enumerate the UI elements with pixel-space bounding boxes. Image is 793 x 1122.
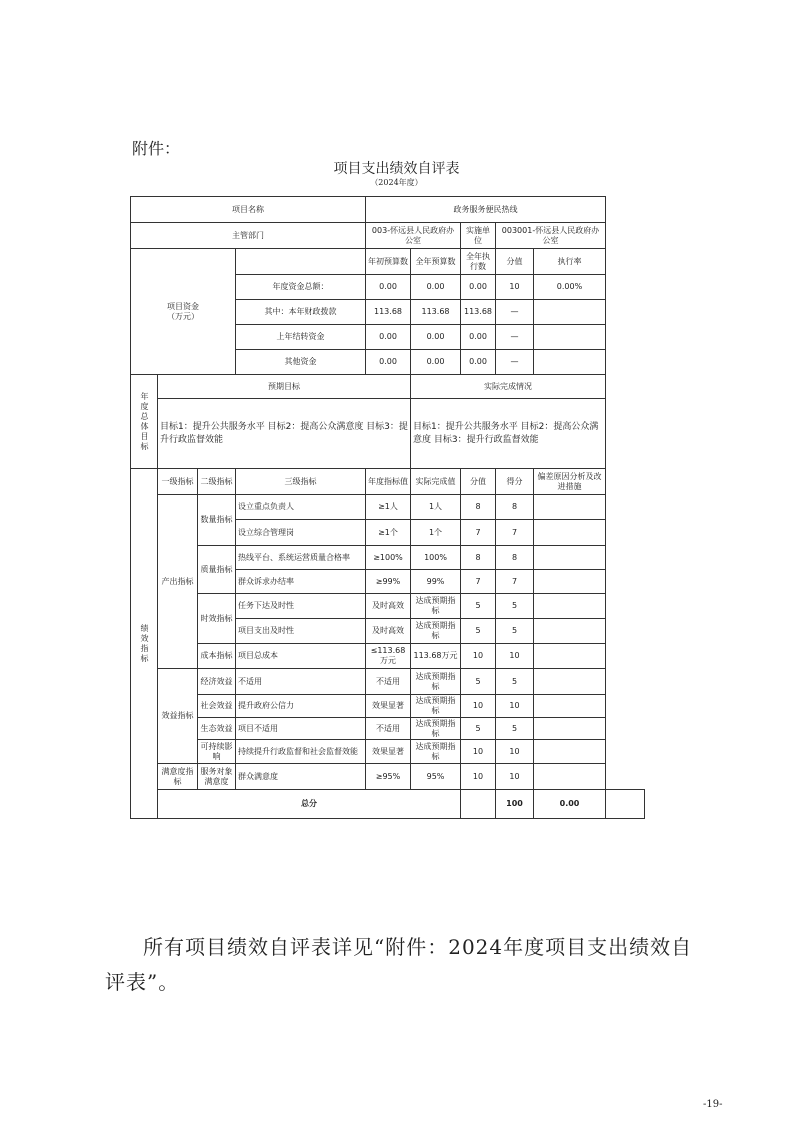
indicator-weight: 10 xyxy=(461,740,496,764)
indicator-actual: 达成预期指标 xyxy=(411,718,461,740)
level2-economic: 经济效益 xyxy=(198,669,236,695)
perf-header: 三级指标 xyxy=(236,469,366,495)
indicator-name: 项目总成本 xyxy=(236,644,366,669)
level2-cost: 成本指标 xyxy=(198,644,236,669)
indicator-note xyxy=(534,594,606,619)
level2-time: 时效指标 xyxy=(198,594,236,644)
funds-v1: 0.00 xyxy=(366,325,411,350)
indicator-target: ≤113.68万元 xyxy=(366,644,411,669)
funds-v2: 113.68 xyxy=(411,300,461,325)
perf-header: 年度指标值 xyxy=(366,469,411,495)
goals-expected-label: 预期目标 xyxy=(158,375,411,399)
indicator-weight: 7 xyxy=(461,520,496,546)
funds-weight: — xyxy=(496,300,534,325)
funds-v2: 0.00 xyxy=(411,325,461,350)
indicator-weight: 10 xyxy=(461,764,496,790)
indicator-name: 提升政府公信力 xyxy=(236,695,366,718)
performance-table xyxy=(130,196,645,819)
project-name: 政务服务便民热线 xyxy=(366,197,606,223)
indicator-weight: 5 xyxy=(461,594,496,619)
indicator-actual: 达成预期指标 xyxy=(411,695,461,718)
indicator-name: 设立重点负责人 xyxy=(236,495,366,520)
indicator-weight: 7 xyxy=(461,570,496,594)
indicator-weight: 5 xyxy=(461,619,496,644)
funds-row-name: 其他资金 xyxy=(236,350,366,375)
indicator-name: 持续提升行政监督和社会监督效能 xyxy=(236,740,366,764)
indicator-target: ≥1个 xyxy=(366,520,411,546)
indicator-actual: 达成预期指标 xyxy=(411,669,461,695)
level1-benefit: 效益指标 xyxy=(158,669,198,764)
total-empty xyxy=(461,790,496,819)
indicator-note xyxy=(534,669,606,695)
table-title: 项目支出绩效自评表 xyxy=(333,161,460,177)
indicator-name: 群众满意度 xyxy=(236,764,366,790)
funds-v2: 0.00 xyxy=(411,350,461,375)
funds-weight: — xyxy=(496,350,534,375)
indicator-note xyxy=(534,520,606,546)
indicator-name: 项目不适用 xyxy=(236,718,366,740)
indicator-name: 不适用 xyxy=(236,669,366,695)
indicator-score: 5 xyxy=(496,619,534,644)
indicator-weight: 10 xyxy=(461,644,496,669)
indicator-note xyxy=(534,718,606,740)
indicator-note xyxy=(534,495,606,520)
funds-col: 全年预算数 xyxy=(411,249,461,275)
funds-v2: 0.00 xyxy=(411,275,461,300)
indicator-note xyxy=(534,764,606,790)
funds-v3: 0.00 xyxy=(461,275,496,300)
table-subtitle: （2024年度） xyxy=(370,178,423,187)
indicator-score: 8 xyxy=(496,495,534,520)
indicator-target: ≥95% xyxy=(366,764,411,790)
indicator-target: 效果显著 xyxy=(366,740,411,764)
funds-weight: — xyxy=(496,325,534,350)
indicator-actual: 113.68万元 xyxy=(411,644,461,669)
indicator-target: 效果显著 xyxy=(366,695,411,718)
indicator-target: 不适用 xyxy=(366,718,411,740)
funds-rate xyxy=(534,325,606,350)
indicator-score: 10 xyxy=(496,740,534,764)
indicator-actual: 95% xyxy=(411,764,461,790)
dept-label: 主管部门 xyxy=(131,223,366,249)
indicator-name: 热线平台、系统运营质量合格率 xyxy=(236,546,366,570)
level2-eco: 生态效益 xyxy=(198,718,236,740)
indicator-score: 7 xyxy=(496,570,534,594)
funds-row-name: 上年结转资金 xyxy=(236,325,366,350)
funds-label: 项目资金 （万元） xyxy=(131,249,236,375)
total-label: 总分 xyxy=(158,790,461,819)
body-paragraph: 所有项目绩效自评表详见“附件：2024年度项目支出绩效自评表”。 xyxy=(105,935,693,994)
perf-side-label: 绩效指标 xyxy=(131,469,158,819)
level2-service: 服务对象满意度 xyxy=(198,764,236,790)
funds-v1: 113.68 xyxy=(366,300,411,325)
indicator-name: 任务下达及时性 xyxy=(236,594,366,619)
perf-header: 得分 xyxy=(496,469,534,495)
level2-quantity: 数量指标 xyxy=(198,495,236,546)
indicator-weight: 8 xyxy=(461,546,496,570)
level1-satisfaction: 满意度指标 xyxy=(158,764,198,790)
indicator-target: ≥100% xyxy=(366,546,411,570)
funds-corner xyxy=(236,249,366,275)
indicator-target: 不适用 xyxy=(366,669,411,695)
funds-col: 分值 xyxy=(496,249,534,275)
indicator-note xyxy=(534,740,606,764)
indicator-score: 8 xyxy=(496,546,534,570)
indicator-score: 7 xyxy=(496,520,534,546)
funds-row-name: 其中：本年财政拨款 xyxy=(236,300,366,325)
indicator-actual: 1个 xyxy=(411,520,461,546)
impl-label: 实施单位 xyxy=(461,223,496,249)
indicator-note xyxy=(534,570,606,594)
perf-header: 偏差原因分析及改进措施 xyxy=(534,469,606,495)
indicator-note xyxy=(534,619,606,644)
funds-v3: 0.00 xyxy=(461,325,496,350)
dept-value: 003-怀远县人民政府办公室 xyxy=(366,223,461,249)
indicator-note xyxy=(534,695,606,718)
funds-rate xyxy=(534,350,606,375)
funds-v3: 0.00 xyxy=(461,350,496,375)
funds-col: 年初预算数 xyxy=(366,249,411,275)
indicator-actual: 达成预期指标 xyxy=(411,740,461,764)
indicator-weight: 5 xyxy=(461,669,496,695)
indicator-note xyxy=(534,546,606,570)
goals-actual-label: 实际完成情况 xyxy=(411,375,606,399)
indicator-weight: 5 xyxy=(461,718,496,740)
indicator-score: 5 xyxy=(496,594,534,619)
indicator-target: 及时高效 xyxy=(366,594,411,619)
total-note xyxy=(606,790,645,819)
page-number: -19- xyxy=(703,1099,723,1110)
indicator-actual: 1人 xyxy=(411,495,461,520)
indicator-actual: 100% xyxy=(411,546,461,570)
funds-rate: 0.00% xyxy=(534,275,606,300)
total-score: 0.00 xyxy=(534,790,606,819)
indicator-score: 10 xyxy=(496,764,534,790)
indicator-score: 10 xyxy=(496,695,534,718)
level2-sustain: 可持续影响 xyxy=(198,740,236,764)
funds-v1: 0.00 xyxy=(366,275,411,300)
funds-row-name: 年度资金总额： xyxy=(236,275,366,300)
level1-output: 产出指标 xyxy=(158,495,198,669)
funds-rate xyxy=(534,300,606,325)
goals-side-label: 年度总体目标 xyxy=(131,375,158,469)
funds-v1: 0.00 xyxy=(366,350,411,375)
indicator-actual: 达成预期指标 xyxy=(411,594,461,619)
total-weight: 100 xyxy=(496,790,534,819)
indicator-score: 10 xyxy=(496,644,534,669)
indicator-name: 项目支出及时性 xyxy=(236,619,366,644)
perf-header: 分值 xyxy=(461,469,496,495)
indicator-target: ≥1人 xyxy=(366,495,411,520)
level2-quality: 质量指标 xyxy=(198,546,236,594)
indicator-target: ≥99% xyxy=(366,570,411,594)
funds-col: 全年执行数 xyxy=(461,249,496,275)
indicator-actual: 达成预期指标 xyxy=(411,619,461,644)
impl-value: 003001-怀远县人民政府办公室 xyxy=(496,223,606,249)
funds-col: 执行率 xyxy=(534,249,606,275)
indicator-weight: 8 xyxy=(461,495,496,520)
indicator-score: 5 xyxy=(496,718,534,740)
level2-social: 社会效益 xyxy=(198,695,236,718)
goals-actual: 目标1：提升公共服务水平 目标2：提高公众满意度 目标3：提升行政监督效能 xyxy=(411,399,606,469)
indicator-score: 5 xyxy=(496,669,534,695)
goals-expected: 目标1：提升公共服务水平 目标2：提高公众满意度 目标3：提升行政监督效能 xyxy=(158,399,411,469)
indicator-name: 设立综合管理岗 xyxy=(236,520,366,546)
perf-header: 一级指标 xyxy=(158,469,198,495)
indicator-name: 群众诉求办结率 xyxy=(236,570,366,594)
attachment-label: 附件： xyxy=(132,139,181,158)
perf-header: 实际完成值 xyxy=(411,469,461,495)
funds-weight: 10 xyxy=(496,275,534,300)
indicator-actual: 99% xyxy=(411,570,461,594)
perf-header: 二级指标 xyxy=(198,469,236,495)
project-name-label: 项目名称 xyxy=(131,197,366,223)
funds-v3: 113.68 xyxy=(461,300,496,325)
indicator-target: 及时高效 xyxy=(366,619,411,644)
indicator-note xyxy=(534,644,606,669)
indicator-weight: 10 xyxy=(461,695,496,718)
